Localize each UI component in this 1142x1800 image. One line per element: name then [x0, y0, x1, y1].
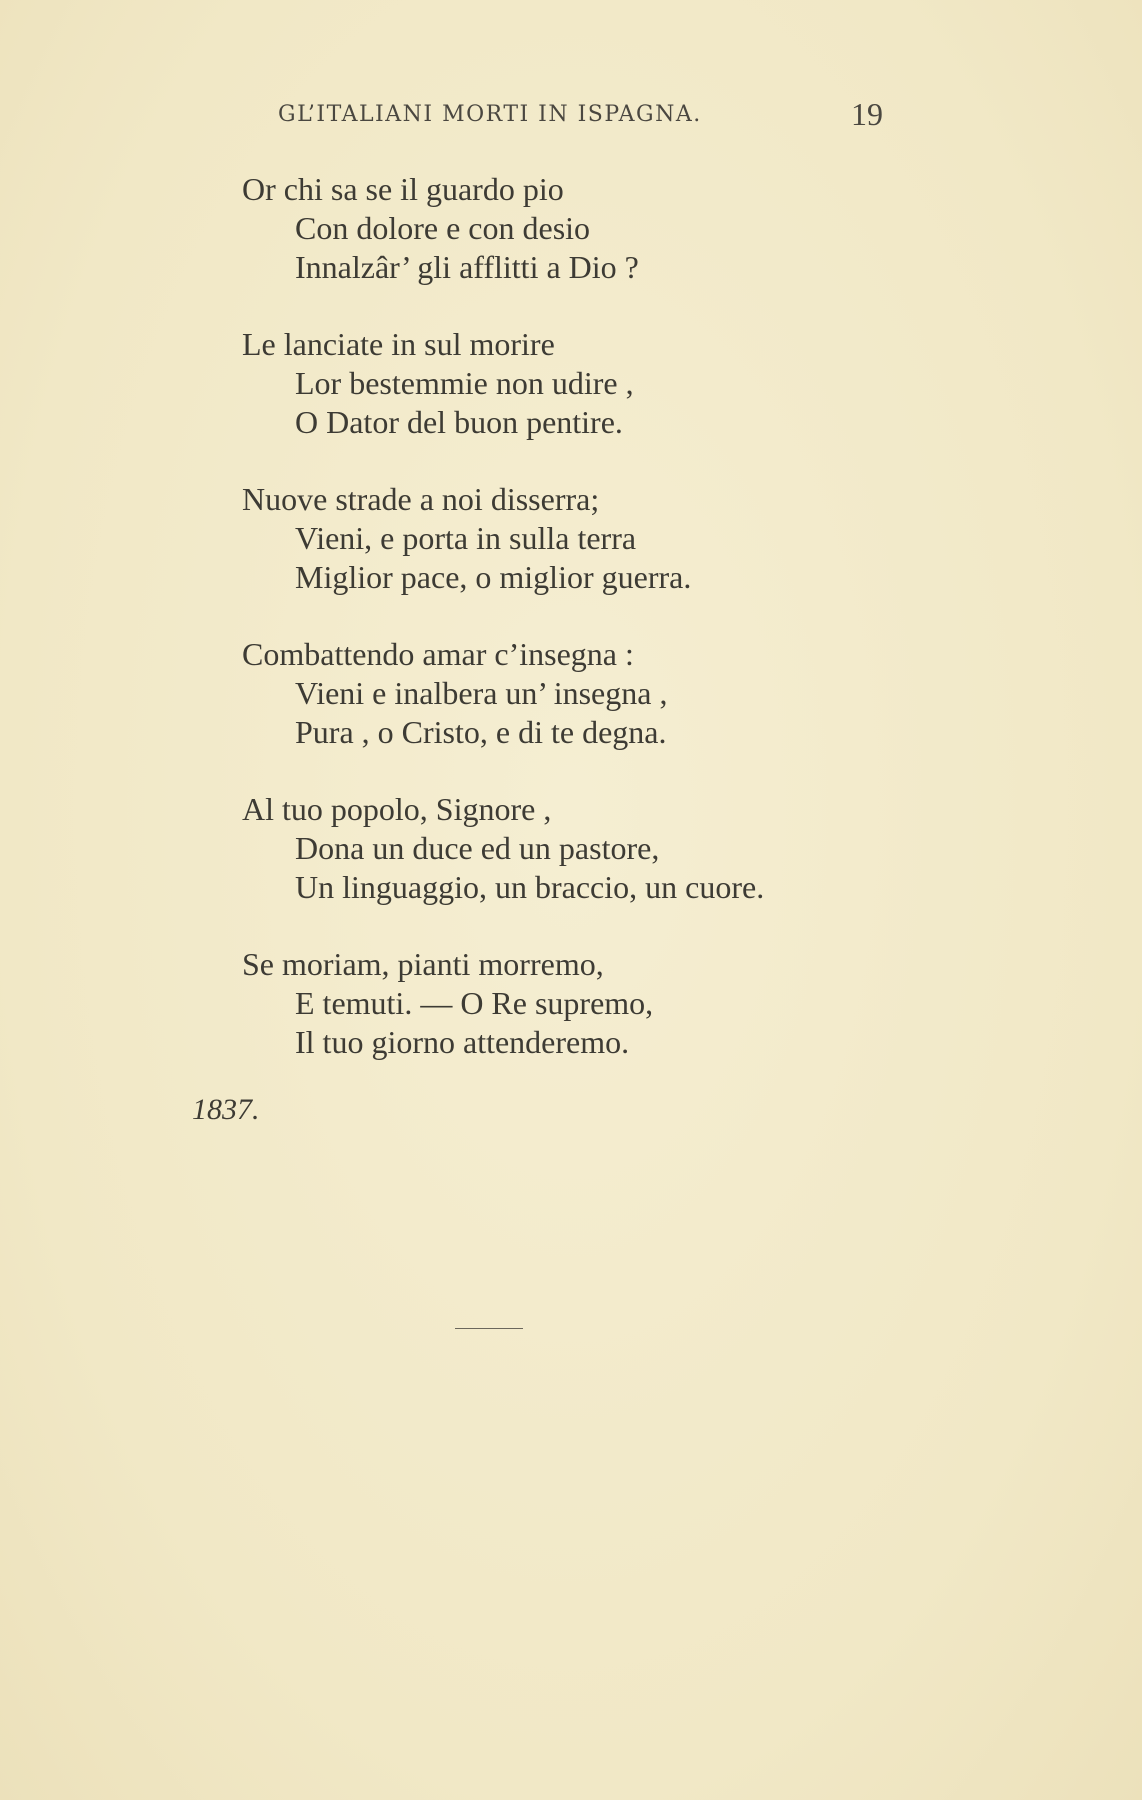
verse-line: E temuti. — O Re supremo,: [295, 985, 654, 1021]
verse-line: Vieni, e porta in sulla terra: [295, 520, 637, 556]
poem: [0, 170, 1142, 1100]
verse-line: Combattendo amar c’insegna :: [242, 636, 634, 672]
verse-line: Lor bestemmie non udire ,: [295, 365, 634, 401]
verse-line: Con dolore e con desio: [295, 210, 591, 246]
verse-line: Dona un duce ed un pastore,: [295, 830, 660, 866]
verse-line: Nuove strade a noi disserra;: [242, 481, 600, 517]
verse-line: Innalzâr’ gli afflitti a Dio ?: [295, 249, 639, 285]
end-rule: [455, 1328, 523, 1329]
running-title: GL’ITALIANI MORTI IN ISPAGNA.: [278, 102, 702, 127]
verse-line: O Dator del buon pentire.: [295, 404, 623, 440]
page-number: 19: [851, 96, 883, 132]
verse-line: Se moriam, pianti morremo,: [242, 946, 604, 982]
stanza-4: [0, 635, 1142, 752]
stanza-1: [0, 170, 1142, 287]
poem-date: 1837.: [192, 1093, 260, 1126]
stanza-3: [0, 480, 1142, 597]
stanza-2: [0, 325, 1142, 442]
verse-line: Or chi sa se il guardo pio: [242, 171, 564, 207]
verse-line: Pura , o Cristo, e di te degna.: [295, 714, 667, 750]
verse-line: Un linguaggio, un braccio, un cuore.: [295, 869, 765, 905]
stanza-6: [0, 945, 1142, 1062]
stanza-5: [0, 790, 1142, 907]
verse-line: Le lanciate in sul morire: [242, 326, 555, 362]
verse-line: Vieni e inalbera un’ insegna ,: [295, 675, 668, 711]
verse-line: Miglior pace, o miglior guerra.: [295, 559, 692, 595]
verse-line: Al tuo popolo, Signore ,: [242, 791, 552, 827]
verse-line: Il tuo giorno attenderemo.: [295, 1024, 630, 1060]
